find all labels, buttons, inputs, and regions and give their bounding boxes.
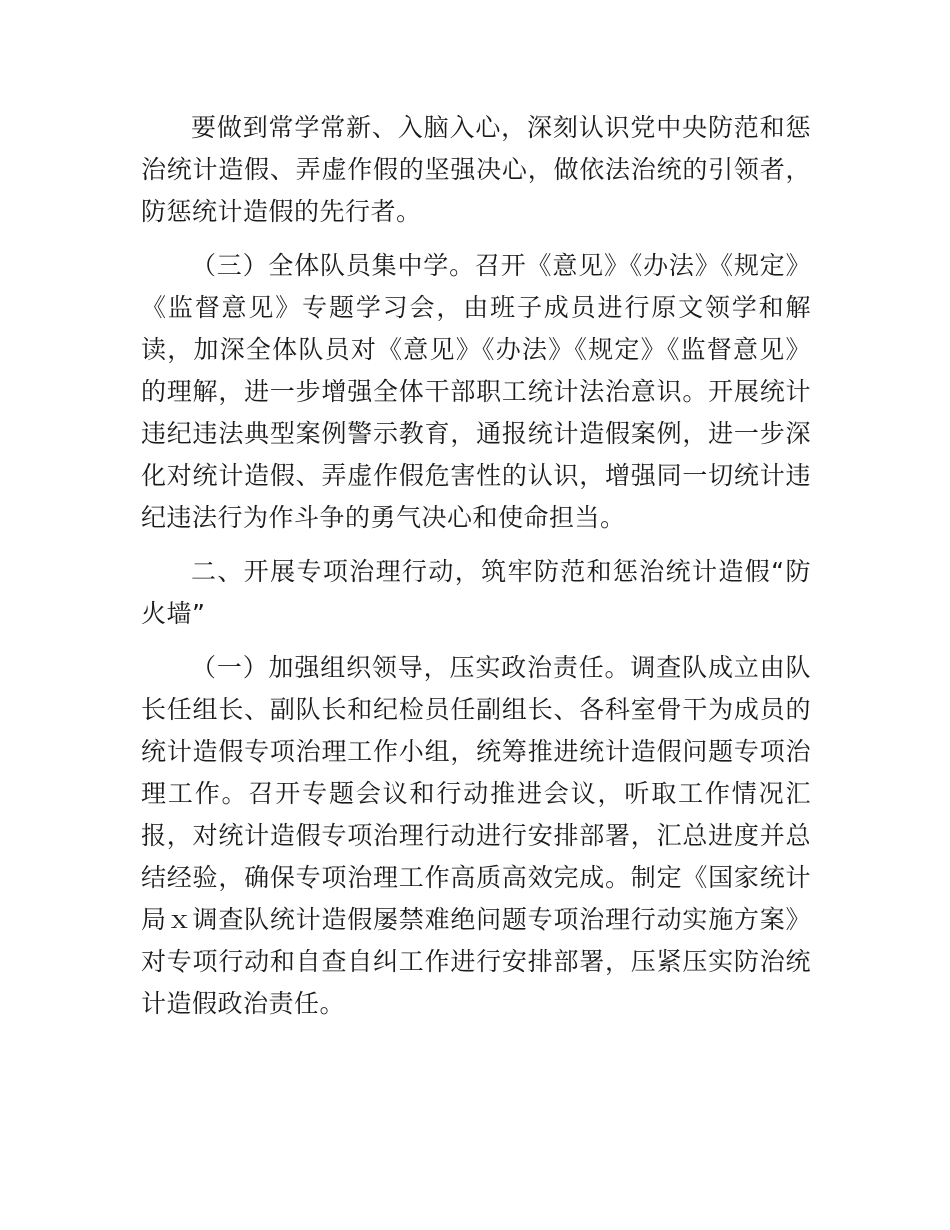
section-heading-special-governance: 二、开展专项治理行动，筑牢防范和惩治统计造假“防火墙”	[141, 557, 811, 628]
paragraph-organizational-leadership: （一）加强组织领导，压实政治责任。调查队成立由队长任组长、副队长和纪检员任副组长、各科室骨干为成员的统计造假专项治理工作小组，统筹推进统计造假问题专项治理工作。召开专题会议和行动推进会议，听取工作情况汇报，对统计造假专项治理行动进行安排部署，汇总进度并总结经验，确保专项治理工作高质高效完成。制定《国家统计局ｘ调查队统计造假屡禁难绝问题专项治理行动实施方案》对专项行动和自查自纠工作进行安排部署，压紧压实防治统计造假政治责任。	[141, 653, 811, 1018]
paragraph-collective-study: （三）全体队员集中学。召开《意见》《办法》《规定》《监督意见》专题学习会，由班子成员进行原文领学和解读，加深全体队员对《意见》《办法》《规定》《监督意见》的理解，进一步增强全体干部职工统计法治意识。开展统计违纪违法典型案例警示教育，通报统计造假案例，进一步深化对统计造假、弄虚作假危害性的认识，增强同一切统计违纪违法行为作斗争的勇气决心和使命担当。	[141, 251, 811, 532]
document-body	[141, 107, 811, 1037]
paragraph-study-continuation: 要做到常学常新、入脑入心，深刻认识党中央防范和惩治统计造假、弄虚作假的坚强决心，做依法治统的引领者，防惩统计造假的先行者。	[141, 113, 811, 226]
